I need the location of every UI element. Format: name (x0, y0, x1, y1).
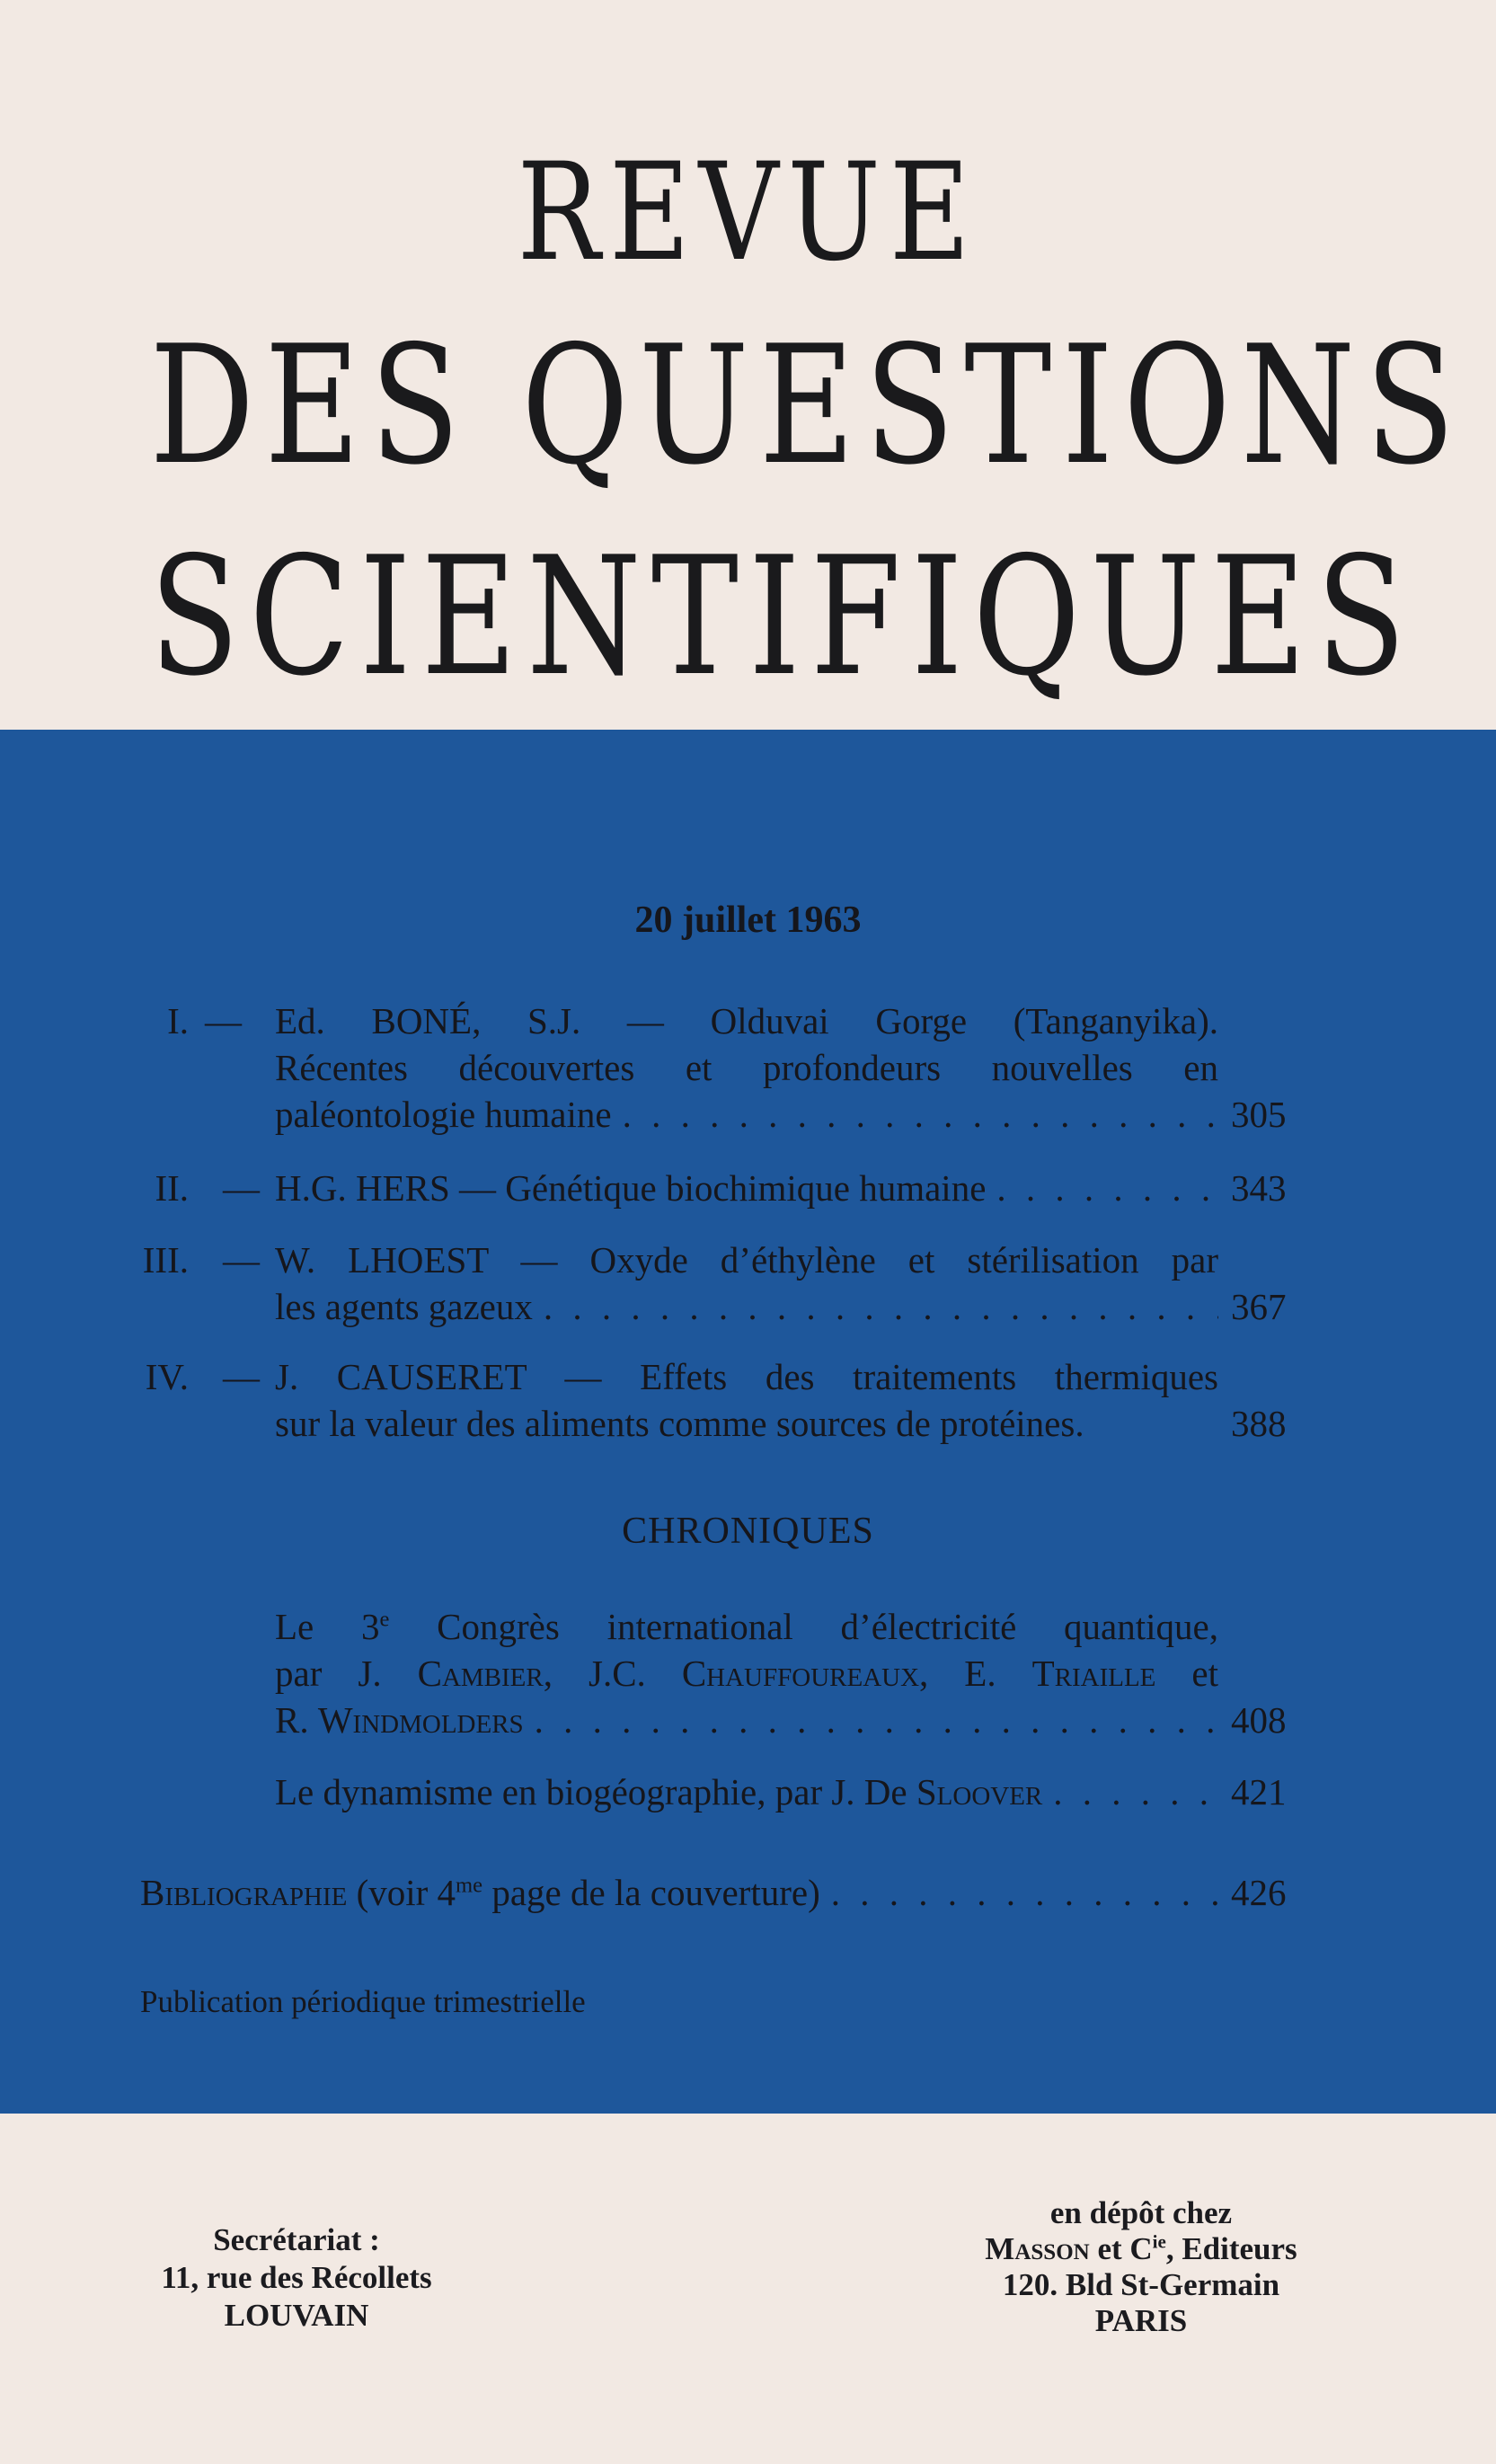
entry-title-line (275, 1285, 1218, 1328)
dot-leader (623, 1093, 1218, 1136)
journal-title-line-1: REVUE (517, 135, 979, 291)
address-line: PARIS (1094, 2303, 1188, 2338)
publisher-depot (898, 2195, 1384, 2339)
secretariat-address (117, 2221, 476, 2335)
issue-date: 20 juillet 1963 (634, 900, 862, 941)
entry-title-line (275, 1093, 1218, 1136)
chronique-text: Le dynamisme en biogéographie, par J. De Sloover (275, 1771, 1043, 1813)
entry-title-line: W. LHOEST — Oxyde d’éthylène et stérilisation par (275, 1239, 1218, 1281)
entry-page-number: 305 (1231, 1094, 1287, 1135)
journal-title-line-3: SCIENTIFIQUES (149, 521, 1416, 712)
address-line: 11, rue des Récollets (161, 2260, 432, 2295)
journal-title-line-2: DES QUESTIONS (149, 310, 1465, 501)
dot-leader (544, 1285, 1218, 1328)
chronique-text: R. Windmolders (275, 1699, 524, 1741)
entry-title-line: Ed. BONÉ, S.J. — Olduvai Gorge (Tanganyika). (275, 1000, 1218, 1041)
chronique-line: Le 3e Congrès international d’électricité quantique, (275, 1606, 1218, 1647)
entry-title-line: Récentes découvertes et profondeurs nouvelles en (275, 1047, 1218, 1088)
entry-numeral: IV. (145, 1356, 189, 1397)
entry-title-line (275, 1166, 1218, 1210)
entry-title-line: J. CAUSERET — Effets des traitements thermiques (275, 1356, 1218, 1397)
address-line: Masson et $C^{ie}$, Editeurs (985, 2230, 1297, 2266)
chronique-page-number: 408 (1231, 1699, 1287, 1741)
periodicity-note: Publication périodique trimestrielle (140, 1984, 586, 2019)
entry-title-line: sur la valeur des aliments comme sources de protéines. (275, 1403, 1084, 1444)
chronique-page-number: 421 (1231, 1771, 1287, 1813)
dot-leader (831, 1871, 1218, 1914)
entry-title-text: H.G. HERS — Génétique biochimique humaine (275, 1167, 987, 1209)
dot-leader (1053, 1770, 1218, 1813)
entry-numeral: I. (167, 1000, 189, 1041)
entry-page-number: 367 (1231, 1286, 1287, 1327)
chronique-line (275, 1770, 1218, 1813)
entry-dash: — (223, 1167, 260, 1209)
entry-title-text: les agents gazeux (275, 1286, 533, 1327)
entry-title-text: paléontologie humaine (275, 1094, 612, 1135)
chronique-line (275, 1698, 1218, 1742)
section-heading: CHRONIQUES (622, 1511, 874, 1552)
address-line: Secrétariat : (213, 2222, 380, 2257)
chronique-line: par J. Cambier, J.C. Chauffoureaux, E. Triaille et (275, 1653, 1218, 1694)
entry-dash: — (223, 1239, 260, 1281)
bibliography-line (140, 1871, 1218, 1914)
bibliography-text: Bibliographie (voir $4^{me}$ page de la couverture) (140, 1872, 820, 1913)
entry-page-number: 388 (1231, 1403, 1287, 1444)
entry-page-number: 343 (1231, 1167, 1287, 1209)
entry-numeral: II. (155, 1167, 189, 1209)
address-line: 120. Bld St-Germain (1002, 2267, 1280, 2302)
entry-dash: — (223, 1356, 260, 1397)
entry-dash: — (205, 1000, 242, 1041)
address-line: en dépôt chez (1049, 2195, 1233, 2230)
dot-leader (535, 1698, 1218, 1742)
entry-numeral: III. (142, 1239, 189, 1281)
address-line: LOUVAIN (224, 2298, 369, 2333)
bibliography-page-number: 426 (1231, 1872, 1287, 1913)
dot-leader (996, 1166, 1218, 1210)
